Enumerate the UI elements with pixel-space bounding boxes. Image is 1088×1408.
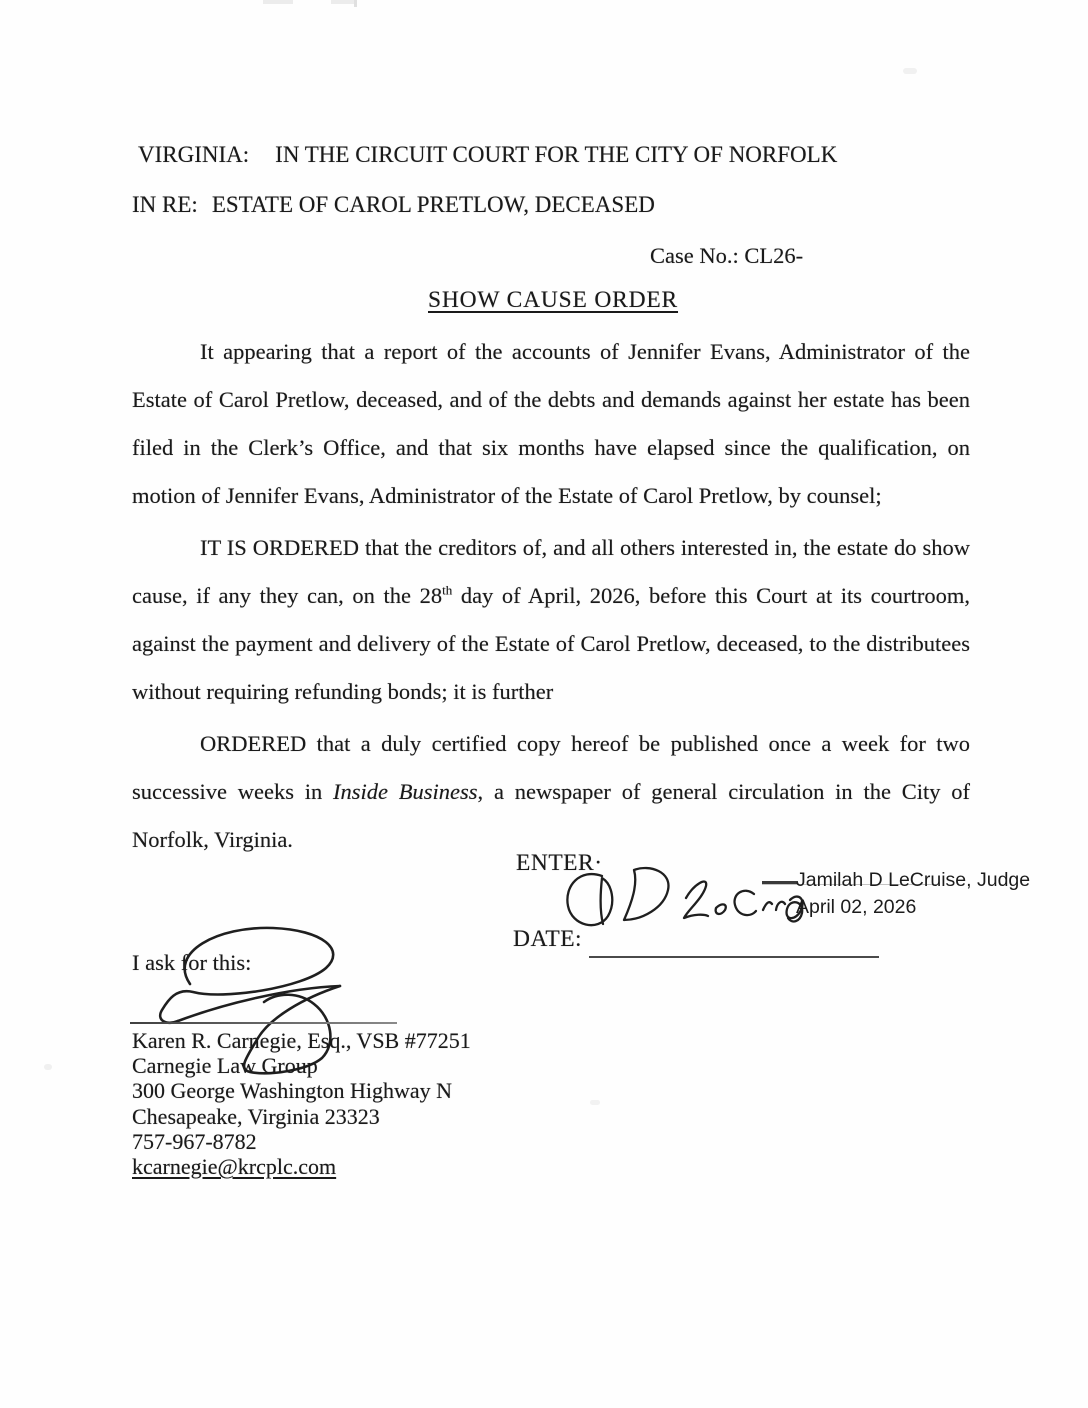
court-name: IN THE CIRCUIT COURT FOR THE CITY OF NORFOLK — [275, 142, 838, 167]
paragraph-text: day of April, 2026, before this Court at its courtroom, against the payment and delivery of the Estate of Carol Pretlow, deceased, to the distributees without requiring refunding bonds; it is further — [132, 583, 970, 704]
attorney-city-state-zip: Chesapeake, Virginia 23323 — [132, 1103, 380, 1129]
attorney-phone: 757-967-8782 — [132, 1128, 257, 1154]
in-re-line — [132, 192, 655, 218]
paragraph-text: It appearing that a report of the accounts of Jennifer Evans, Administrator of the Estate of Carol Pretlow, deceased, and of the debts and demands against her estate has been filed in the Clerk’s Office, and that six months have elapsed since the qualification, on motion of Jennifer Evans, Administrator of the Estate of Carol Pretlow, by counsel; — [132, 339, 970, 508]
document-title: SHOW CAUSE ORDER — [428, 287, 679, 313]
paragraph-text: IT IS ORDERED that the creditors of, and all others interested in, the estate do show cause, if any they can, on the 28 — [132, 535, 970, 608]
enter-label: ENTER· — [516, 850, 603, 876]
scan-artifact — [331, 0, 354, 4]
court-caption-line — [138, 142, 837, 168]
case-caption: ESTATE OF CAROL PRETLOW, DECEASED — [211, 192, 655, 217]
paragraph-order — [132, 524, 970, 716]
paragraph-text: ORDERED that a duly certified copy hereof be published once a week for two successive weeks in — [132, 731, 970, 804]
attorney-signature-line — [130, 1022, 397, 1024]
jurisdiction-label: VIRGINIA: — [138, 142, 250, 167]
scan-artifact — [354, 0, 357, 7]
case-number: Case No.: CL26- — [650, 243, 804, 268]
judge-stamp-date: April 02, 2026 — [796, 896, 917, 918]
stamp-tick-line — [762, 881, 798, 884]
date-blank-line — [589, 956, 879, 958]
paragraph-text: , a newspaper of general circulation in the City of Norfolk, Virginia. — [132, 779, 970, 852]
in-re-label: IN RE: — [132, 192, 198, 217]
date-label: DATE: — [513, 926, 583, 952]
judge-stamp-name: Jamilah D LeCruise, Judge — [796, 869, 1031, 891]
attorney-street: 300 George Washington Highway N — [132, 1078, 453, 1104]
paragraph-recitals — [132, 328, 970, 520]
scan-artifact — [263, 0, 293, 4]
newspaper-name: Inside Business — [333, 779, 478, 804]
ask-for-this-label: I ask for this: — [132, 950, 252, 975]
scan-artifact — [44, 1064, 52, 1070]
ordinal-superscript: th — [442, 582, 453, 598]
scan-artifact — [903, 68, 917, 74]
paragraph-publication — [132, 720, 970, 864]
attorney-email: kcarnegie@krcplc.com — [132, 1154, 337, 1180]
scan-artifact — [590, 1100, 600, 1105]
attorney-address-block — [132, 1028, 471, 1179]
attorney-name: Karen R. Carnegie, Esq., VSB #77251 — [132, 1028, 471, 1053]
law-firm-name: Carnegie Law Group — [132, 1053, 318, 1079]
